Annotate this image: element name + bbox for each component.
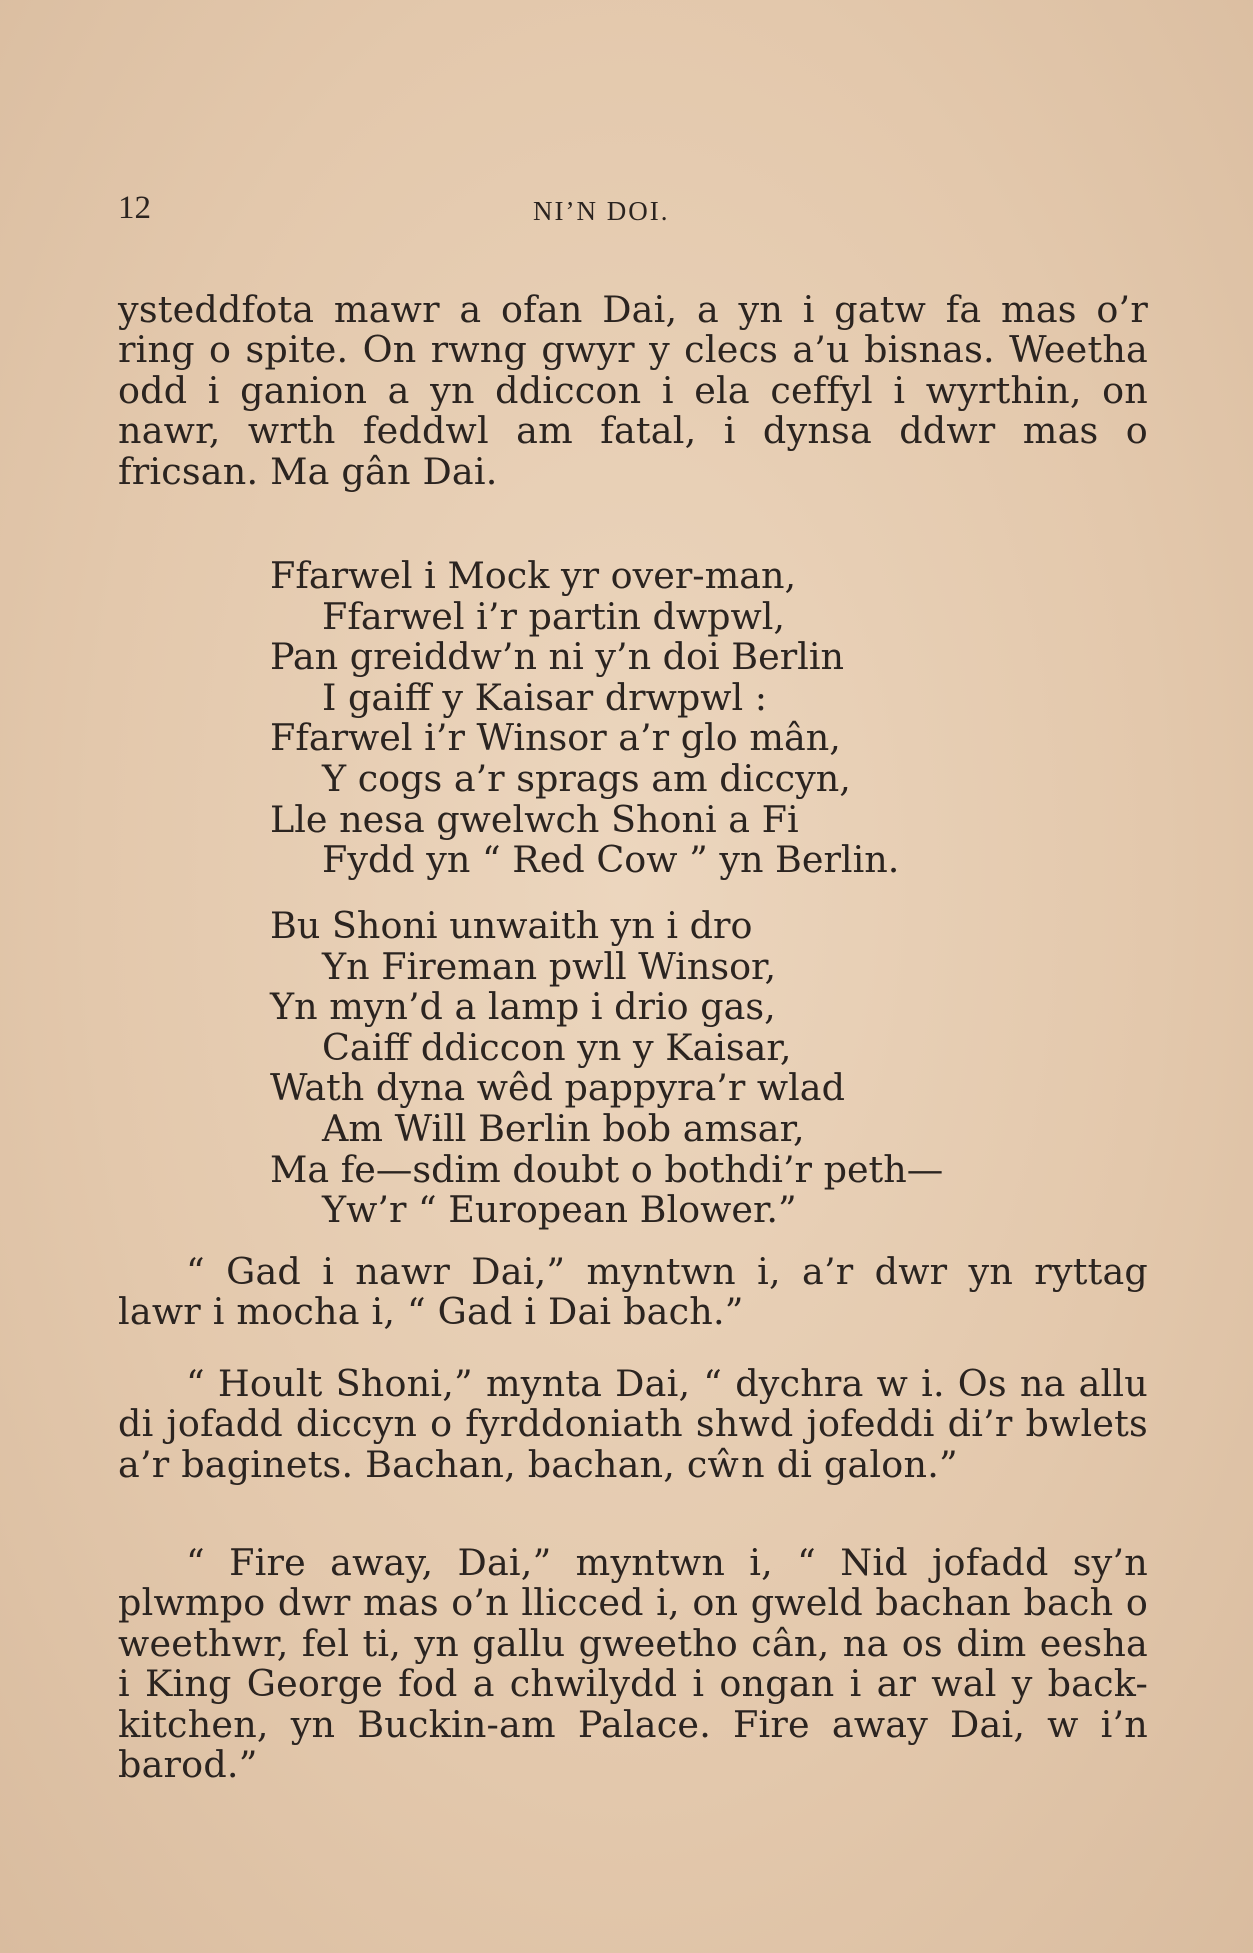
paragraph-text: “ Fire away, Dai,” myntwn i, “ Nid jofadd sy’n plwmpo dwr mas o’n llicced i, on gweld bachan bach o weethwr, fel ti, yn gallu gweetho cân, na os dim eesha i King George fod a chwilydd i ongan i ar wal y back-kitchen, yn Buckin-am Palace. Fire away Dai, w i’n barod.” <box>118 1541 1148 1787</box>
verse-line: Wath dyna wêd pappyra’r wlad <box>270 1066 845 1110</box>
paragraph-4 <box>118 1543 1148 1785</box>
verse-line: Ffarwel i Mock yr over-man, <box>270 554 797 597</box>
verse-line: Pan greiddw’n ni y’n doi Berlin <box>270 635 845 679</box>
verse-line: Yn myn’d a lamp i drio gas, <box>270 985 776 1029</box>
verse-line: Fydd yn “ Red Cow ” yn Berlin. <box>322 838 900 882</box>
paragraph-text: “ Gad i nawr Dai,” myntwn i, a’r dwr yn ryttag lawr i mocha i, “ Gad i Dai bach.” <box>118 1250 1148 1334</box>
paragraph-3 <box>118 1364 1148 1485</box>
verse-line: Y cogs a’r sprags am diccyn, <box>322 756 851 800</box>
paragraph-2 <box>118 1252 1148 1333</box>
page-header <box>118 190 1148 240</box>
paragraph-text: “ Hoult Shoni,” mynta Dai, “ dychra w i. Os na allu di jofadd diccyn o fyrddoniath shwd jofeddi di’r bwlets a’r baginets. Bachan, bachan, cŵn di galon.” <box>118 1362 1148 1486</box>
verse-line: Lle nesa gwelwch Shoni a Fi <box>270 797 799 841</box>
verse-line: Bu Shoni unwaith yn i dro <box>270 904 753 947</box>
verse-line: Caiff ddiccon yn y Kaisar, <box>322 1025 792 1069</box>
verse-line: Ffarwel i’r Winsor a’r glo mân, <box>270 716 841 760</box>
verse-stanza-1 <box>270 556 1030 881</box>
paragraph-text: ysteddfota mawr a ofan Dai, a yn i gatw fa mas o’r ring o spite. On rwng gwyr y clecs a’u bisnas. Weetha odd i ganion a yn ddiccon i ela ceffyl i wyrthin, on nawr, wrth feddwl am fatal, i dynsa ddwr mas o fricsan. Ma gân Dai. <box>118 288 1148 493</box>
page-number: 12 <box>118 190 151 226</box>
verse-line: Yw’r “ European Blower.” <box>322 1188 797 1232</box>
verse-line: Am Will Berlin bob amsar, <box>322 1106 805 1150</box>
paragraph-1 <box>118 290 1148 492</box>
verse-line: Yn Fireman pwll Winsor, <box>322 944 777 988</box>
running-head: NI’N DOI. <box>533 196 670 226</box>
verse-line: I gaiff y Kaisar drwpwl : <box>322 675 768 719</box>
verse-line: Ffarwel i’r partin dwpwl, <box>322 594 786 638</box>
verse-stanza-2 <box>270 906 1030 1231</box>
verse-line: Ma fe—sdim doubt o bothdi’r peth— <box>270 1147 944 1191</box>
